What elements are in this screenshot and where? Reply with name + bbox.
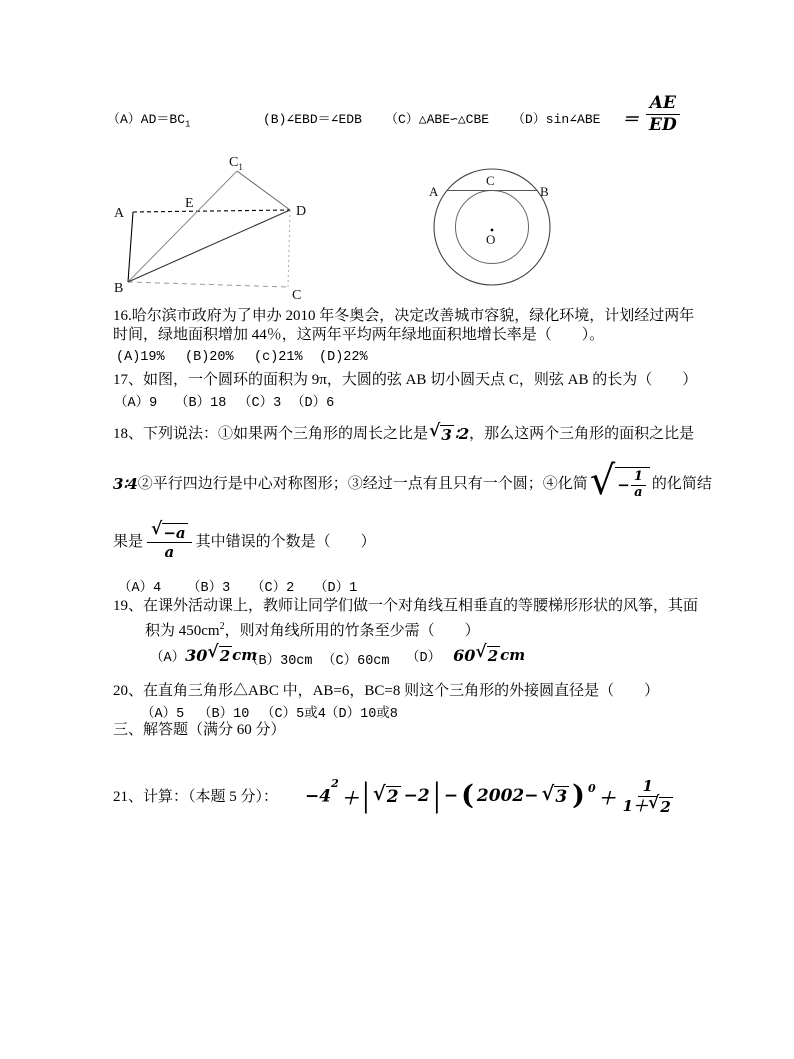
- q21-term1-base: −4: [305, 786, 332, 807]
- figure1-line-C1D: [237, 171, 290, 210]
- abs-bar-left: |: [362, 777, 369, 815]
- q15-option-b: (B)∠EBD＝∠EDB: [263, 112, 362, 127]
- q18-line2-radicand: [615, 467, 650, 501]
- figure1-line-AB: [128, 212, 133, 282]
- q18-line2-ratio: 3∶4: [113, 475, 138, 493]
- q15-option-a-text: （A）AD＝BC: [107, 112, 186, 127]
- q21-formula: [305, 770, 677, 822]
- figure1-diagram: [112, 150, 317, 302]
- sqrt-sign: √: [207, 641, 219, 662]
- q21-label: 21、计算：（本题 5 分）：: [113, 789, 279, 805]
- sqrt-sign: √: [541, 781, 555, 805]
- q20-option-d: （D）10或8: [325, 707, 398, 722]
- q19-line2-post: ，则对角线所用的竹条至少需（ ）: [224, 623, 480, 639]
- q19-line2-pre: 积为 450cm: [145, 623, 220, 639]
- q19-option-a: [150, 641, 258, 666]
- q21-plus2: ＋: [598, 788, 616, 809]
- q17-option-b: （B）18: [175, 396, 227, 411]
- sqrt-sign: √: [475, 641, 487, 662]
- q19-option-a-unit: cm: [232, 646, 258, 664]
- q19-line2: [145, 617, 480, 641]
- q21-paren-radical: [541, 781, 569, 807]
- q16-option-d: (D)22%: [319, 350, 368, 365]
- figure1-line-BC1: [128, 171, 237, 282]
- sqrt-sign: √: [589, 458, 616, 504]
- q19-option-a-label: （A）: [150, 650, 186, 666]
- q15-option-a: [107, 108, 190, 130]
- figure2-label-A: A: [429, 184, 439, 199]
- q19-line1: 19、在课外活动课上，教师让同学们做一个对角线互相垂直的等腰梯形形状的风筝，其面: [113, 598, 699, 614]
- q20-option-a: （A）5: [141, 707, 185, 722]
- q19-option-b: （B）30cm: [245, 654, 313, 669]
- q19-option-d-radicand: 2: [487, 646, 499, 665]
- q19-option-c: （C）60cm: [322, 654, 390, 669]
- q17-line1: 17、如图，一个圆环的面积为 9π，大圆的弦 AB 切小圆天点 C，则弦 AB 的长为（ ）: [113, 372, 698, 388]
- q19-option-a-radical: [207, 641, 232, 665]
- q16-option-c: (c)21%: [254, 350, 303, 365]
- q18-line2-radical: [589, 458, 650, 504]
- q21-fraction-numerator: 1: [638, 777, 656, 797]
- q21-fraction-denominator: [619, 792, 677, 816]
- q19-option-d-coef: 60: [453, 645, 476, 665]
- q19-option-d-label: （D）: [406, 650, 442, 666]
- q18-line3-pre: 果是: [113, 533, 144, 550]
- q15-option-c: （C）△ABE∽△CBE: [385, 112, 490, 127]
- q18-line2-text: ②平行四边行是中心对称图形；③经过一点有且只有一个圆；④化简: [137, 475, 588, 492]
- q20-line1: 20、在直角三角形△ABC 中，AB=6，BC=8 则这个三角形的外接圆直径是（ ）: [113, 683, 660, 699]
- sqrt-sign: √: [151, 519, 163, 540]
- q19-line2-superscript: 2: [219, 621, 225, 632]
- figure1-line-BC: [128, 282, 288, 287]
- q18-line3-fraction: [147, 519, 192, 562]
- q18-line2-post: 的化简结: [651, 475, 712, 492]
- q19-option-d-radical: [475, 641, 500, 665]
- q19-option-a-coef: 30: [185, 645, 208, 665]
- q21-frac-den-radical: [648, 792, 673, 816]
- q18-option-a: （A）4: [118, 581, 162, 596]
- q18-line1-radicand: 3: [441, 425, 452, 444]
- q21-abs-tail: −2: [403, 786, 430, 806]
- q21-term1-exponent: 2: [331, 777, 339, 791]
- q19-option-a-radicand: 2: [219, 646, 231, 665]
- q15-equals-sign: ＝: [622, 110, 639, 130]
- figure1-label-C1-base: C: [229, 155, 239, 170]
- q18-line1-ratio: ∶2: [454, 425, 470, 443]
- q16-line2: 时间，绿地面积增加 44％，这两年平均两年绿地面积地增长率是（ ）。: [113, 327, 605, 343]
- q18-line3-radical: [151, 519, 188, 543]
- figure1-label-E: E: [185, 196, 194, 211]
- q21-fraction: [619, 777, 677, 816]
- q18-line3-post: 其中错误的个数是（ ）: [195, 533, 376, 550]
- figure1-label-C1: [229, 155, 243, 172]
- q18-line1-post: ，那么这两个三角形的面积之比是: [469, 425, 695, 442]
- q18-line2-inner-fraction: [631, 470, 646, 501]
- q18-line2: [113, 458, 712, 504]
- q18-line2-frac-num: 1: [631, 470, 646, 486]
- q19-option-d-unit: cm: [500, 646, 526, 664]
- figure2-center-dot: [491, 229, 494, 232]
- q18-line1-pre: 18、下列说法：①如果两个三角形的周长之比是: [113, 425, 429, 442]
- q19-option-d: [406, 641, 526, 666]
- figure1-line-BD: [128, 210, 290, 282]
- q21-term1: [305, 777, 339, 807]
- sqrt-sign: √: [429, 420, 441, 441]
- q21-frac-den-pre: 1＋: [622, 796, 649, 815]
- q20-option-c: （C）5或4: [261, 707, 326, 722]
- q17-option-d: （D）6: [291, 396, 335, 411]
- figure1-line-AD: [133, 210, 290, 212]
- q18-line3-radicand: −a: [163, 524, 186, 543]
- section3-heading: 三、解答题（满分 60 分）: [113, 722, 286, 738]
- q16-option-a: (A)19%: [116, 350, 165, 365]
- q15-fraction-denominator: ED: [649, 115, 677, 136]
- figure1-label-C: C: [292, 288, 302, 302]
- q18-line2-frac-den: a: [634, 484, 643, 500]
- q15-fraction: [645, 93, 681, 137]
- q18-line2-minus: −: [617, 476, 630, 495]
- q21-abs-radicand: 2: [386, 786, 399, 807]
- figure2-label-O: O: [486, 232, 496, 247]
- q16-option-b: (B)20%: [185, 350, 234, 365]
- q21-minus: −: [443, 786, 459, 806]
- q21-abs-radical: [372, 781, 401, 807]
- figure1-label-D: D: [296, 204, 307, 219]
- sqrt-sign: √: [372, 781, 386, 805]
- q15-option-d: （D）sin∠ABE: [512, 112, 601, 127]
- q17-option-a: （A）9: [114, 396, 158, 411]
- q18-line3-frac-num: [147, 519, 192, 543]
- figure1-line-DC: [288, 210, 290, 287]
- q18-line1-radical: [429, 420, 454, 444]
- figure2-inner-circle: [456, 191, 529, 264]
- q18-line1: [113, 422, 694, 446]
- q15-option-a-subscript: 1: [185, 119, 191, 130]
- figure2-diagram: [424, 156, 576, 300]
- figure2-label-C: C: [486, 173, 495, 188]
- q18-option-b: （B）3: [187, 581, 231, 596]
- q20-option-b: （B）10: [198, 707, 250, 722]
- abs-bar-right: |: [433, 777, 440, 815]
- figure1-label-B: B: [114, 281, 124, 296]
- q16-line1: 16.哈尔滨市政府为了申办 2010 年冬奥会，决定改善城市容貌，绿化环境，计划经过两年: [113, 308, 695, 324]
- q21-frac-den-radicand: 2: [660, 797, 671, 816]
- sqrt-sign: √: [648, 792, 660, 813]
- figure1-label-C1-sub: 1: [238, 162, 243, 172]
- q21-paren-exponent: 0: [587, 781, 596, 795]
- figure2-label-B: B: [540, 184, 549, 199]
- q18-line3-frac-den: a: [164, 542, 175, 561]
- q18-option-d: （D）1: [314, 581, 358, 596]
- q17-option-c: （C）3: [238, 396, 282, 411]
- q21-plus1: ＋: [341, 788, 359, 809]
- q21-paren-body: 2002−: [476, 786, 539, 806]
- q15-fraction-numerator: AE: [646, 93, 680, 115]
- q18-option-c: （C）2: [251, 581, 295, 596]
- q18-line3: [113, 519, 376, 565]
- open-paren: (: [461, 779, 474, 811]
- close-paren: ): [572, 779, 585, 811]
- q21-paren-radicand: 3: [555, 786, 568, 807]
- figure1-label-A: A: [114, 206, 125, 221]
